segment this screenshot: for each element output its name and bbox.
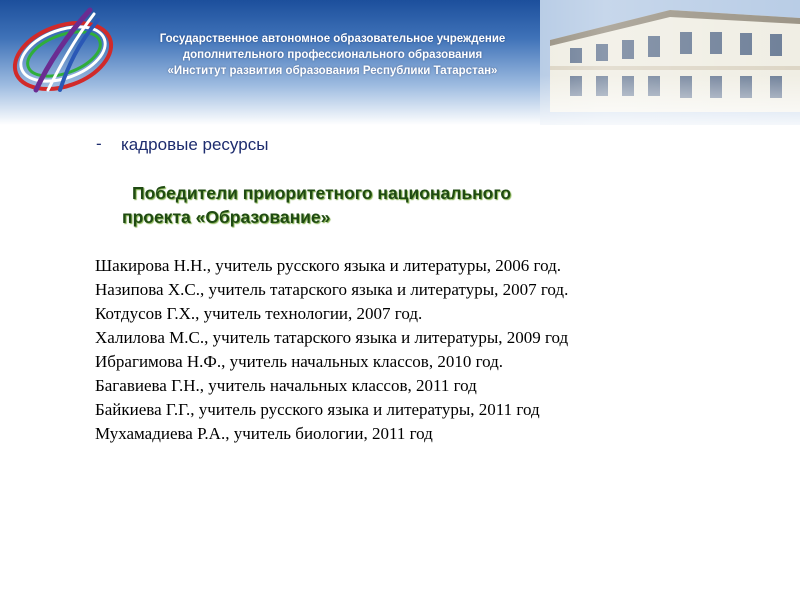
header-line: Государственное автономное образовательное учреждение xyxy=(159,33,506,45)
list-item: Ибрагимова Н.Ф., учитель начальных классов, 2010 год. xyxy=(95,352,504,371)
bullet-marker: - xyxy=(96,134,102,153)
header-banner xyxy=(0,0,800,125)
list-item: Шакирова Н.Н., учитель русского языка и литературы, 2006 год. xyxy=(95,256,561,275)
winners-heading-line: проекта «Образование» xyxy=(122,207,331,227)
list-item: Мухамадиева Р.А., учитель биологии, 2011 год xyxy=(95,424,433,443)
header-line: дополнительного профессионального образования xyxy=(182,49,483,61)
list-item: Котдусов Г.Х., учитель технологии, 2007 год. xyxy=(95,304,423,323)
bullet-text: кадровые ресурсы xyxy=(121,135,269,154)
header-line: «Институт развития образования Республики Татарстан» xyxy=(167,65,498,77)
list-item: Халилова М.С., учитель татарского языка и литературы, 2009 год xyxy=(95,328,569,347)
institute-logo xyxy=(8,4,123,96)
header-institution-name xyxy=(125,31,540,79)
building-photo xyxy=(540,0,800,125)
winners-heading-line: Победители приоритетного национального xyxy=(132,183,512,203)
winners-heading xyxy=(122,181,682,229)
list-item: Назипова Х.С., учитель татарского языка и литературы, 2007 год. xyxy=(95,280,569,299)
list-item: Багавиева Г.Н., учитель начальных классов, 2011 год xyxy=(95,376,477,395)
winners-list xyxy=(95,254,568,446)
list-item: Байкиева Г.Г., учитель русского языка и литературы, 2011 год xyxy=(95,400,540,419)
